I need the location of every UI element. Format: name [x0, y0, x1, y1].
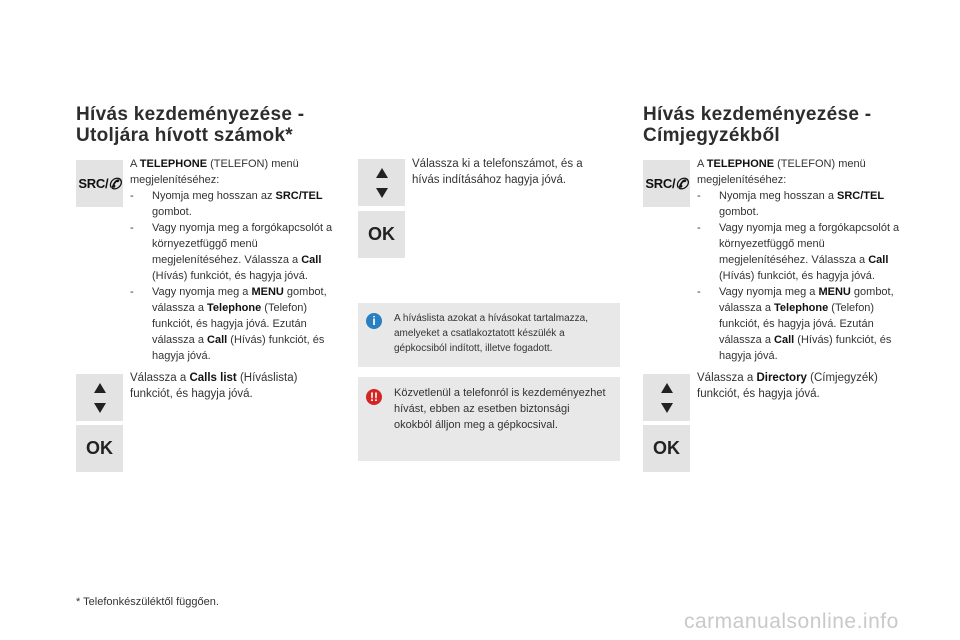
ok-button-icon: OK — [358, 211, 405, 258]
warning-note-box — [358, 377, 620, 461]
left-select-text: Válassza a Calls list (Híváslista) funkciót, és hagyja jóvá. — [130, 372, 298, 400]
footnote: * Telefonkészüléktől függően. — [76, 596, 219, 608]
warning-icon: !! — [366, 389, 382, 405]
info-icon: i — [366, 313, 382, 329]
src-tel-button-icon: SRC/ ✆ — [643, 160, 690, 207]
up-down-arrows-icon — [76, 374, 123, 421]
left-section-title: Hívás kezdeményezése - Utoljára hívott számok* — [76, 104, 305, 146]
left-instructions: A TELEPHONE (TELEFON) menü megjelenítéséhez: - Nyomja meg hosszan az SRC/TEL gombot. - Vagy nyomja meg a forgókapcsolót a környezetfüggő menü megjelenítéséhez. Válassza a Call (Hívás) funkciót, és hagyja jóvá. - Vagy nyomja meg a MENU gombot, válassza a Telephone (Telefon) funkciót, és hagyja jóvá. Ezután válassza a Call (Hívás) funkciót, és hagyja jóvá. — [130, 158, 333, 362]
right-instructions: A TELEPHONE (TELEFON) menü megjelenítéséhez: - Nyomja meg hosszan a SRC/TEL gombot. - Vagy nyomja meg a forgókapcsolót a környezetfüggő menü megjelenítéséhez. Válassza a Call (Hívás) funkciót, és hagyja jóvá. - Vagy nyomja meg a MENU gombot, válassza a Telephone (Telefon) funkciót, és hagyja jóvá. Ezután válassza a Call (Hívás) funkciót, és hagyja jóvá. — [697, 158, 900, 362]
ok-button-icon: OK — [643, 425, 690, 472]
ok-button-icon: OK — [76, 425, 123, 472]
watermark: carmanualsonline.info — [684, 610, 899, 633]
src-tel-button-icon: SRC/ ✆ — [76, 160, 123, 207]
right-section-title: Hívás kezdeményezése - Címjegyzékből — [643, 104, 872, 146]
middle-select-text: Válassza ki a telefonszámot, és a hívás indításához hagyja jóvá. — [412, 158, 583, 186]
up-down-arrows-icon — [643, 374, 690, 421]
right-select-text: Válassza a Directory (Címjegyzék) funkciót, és hagyja jóvá. — [697, 372, 878, 400]
info-note-box — [358, 303, 620, 367]
info-note-text: A híváslista azokat a hívásokat tartalmazza, amelyeket a csatlakoztatott készülék a gépkocsiból indított, illetve fogadott. — [394, 313, 588, 354]
up-down-arrows-icon — [358, 159, 405, 206]
warning-note-text: Közvetlenül a telefonról is kezdeményezhet hívást, ebben az esetben biztonsági okokból álljon meg a gépkocsival. — [394, 387, 606, 431]
